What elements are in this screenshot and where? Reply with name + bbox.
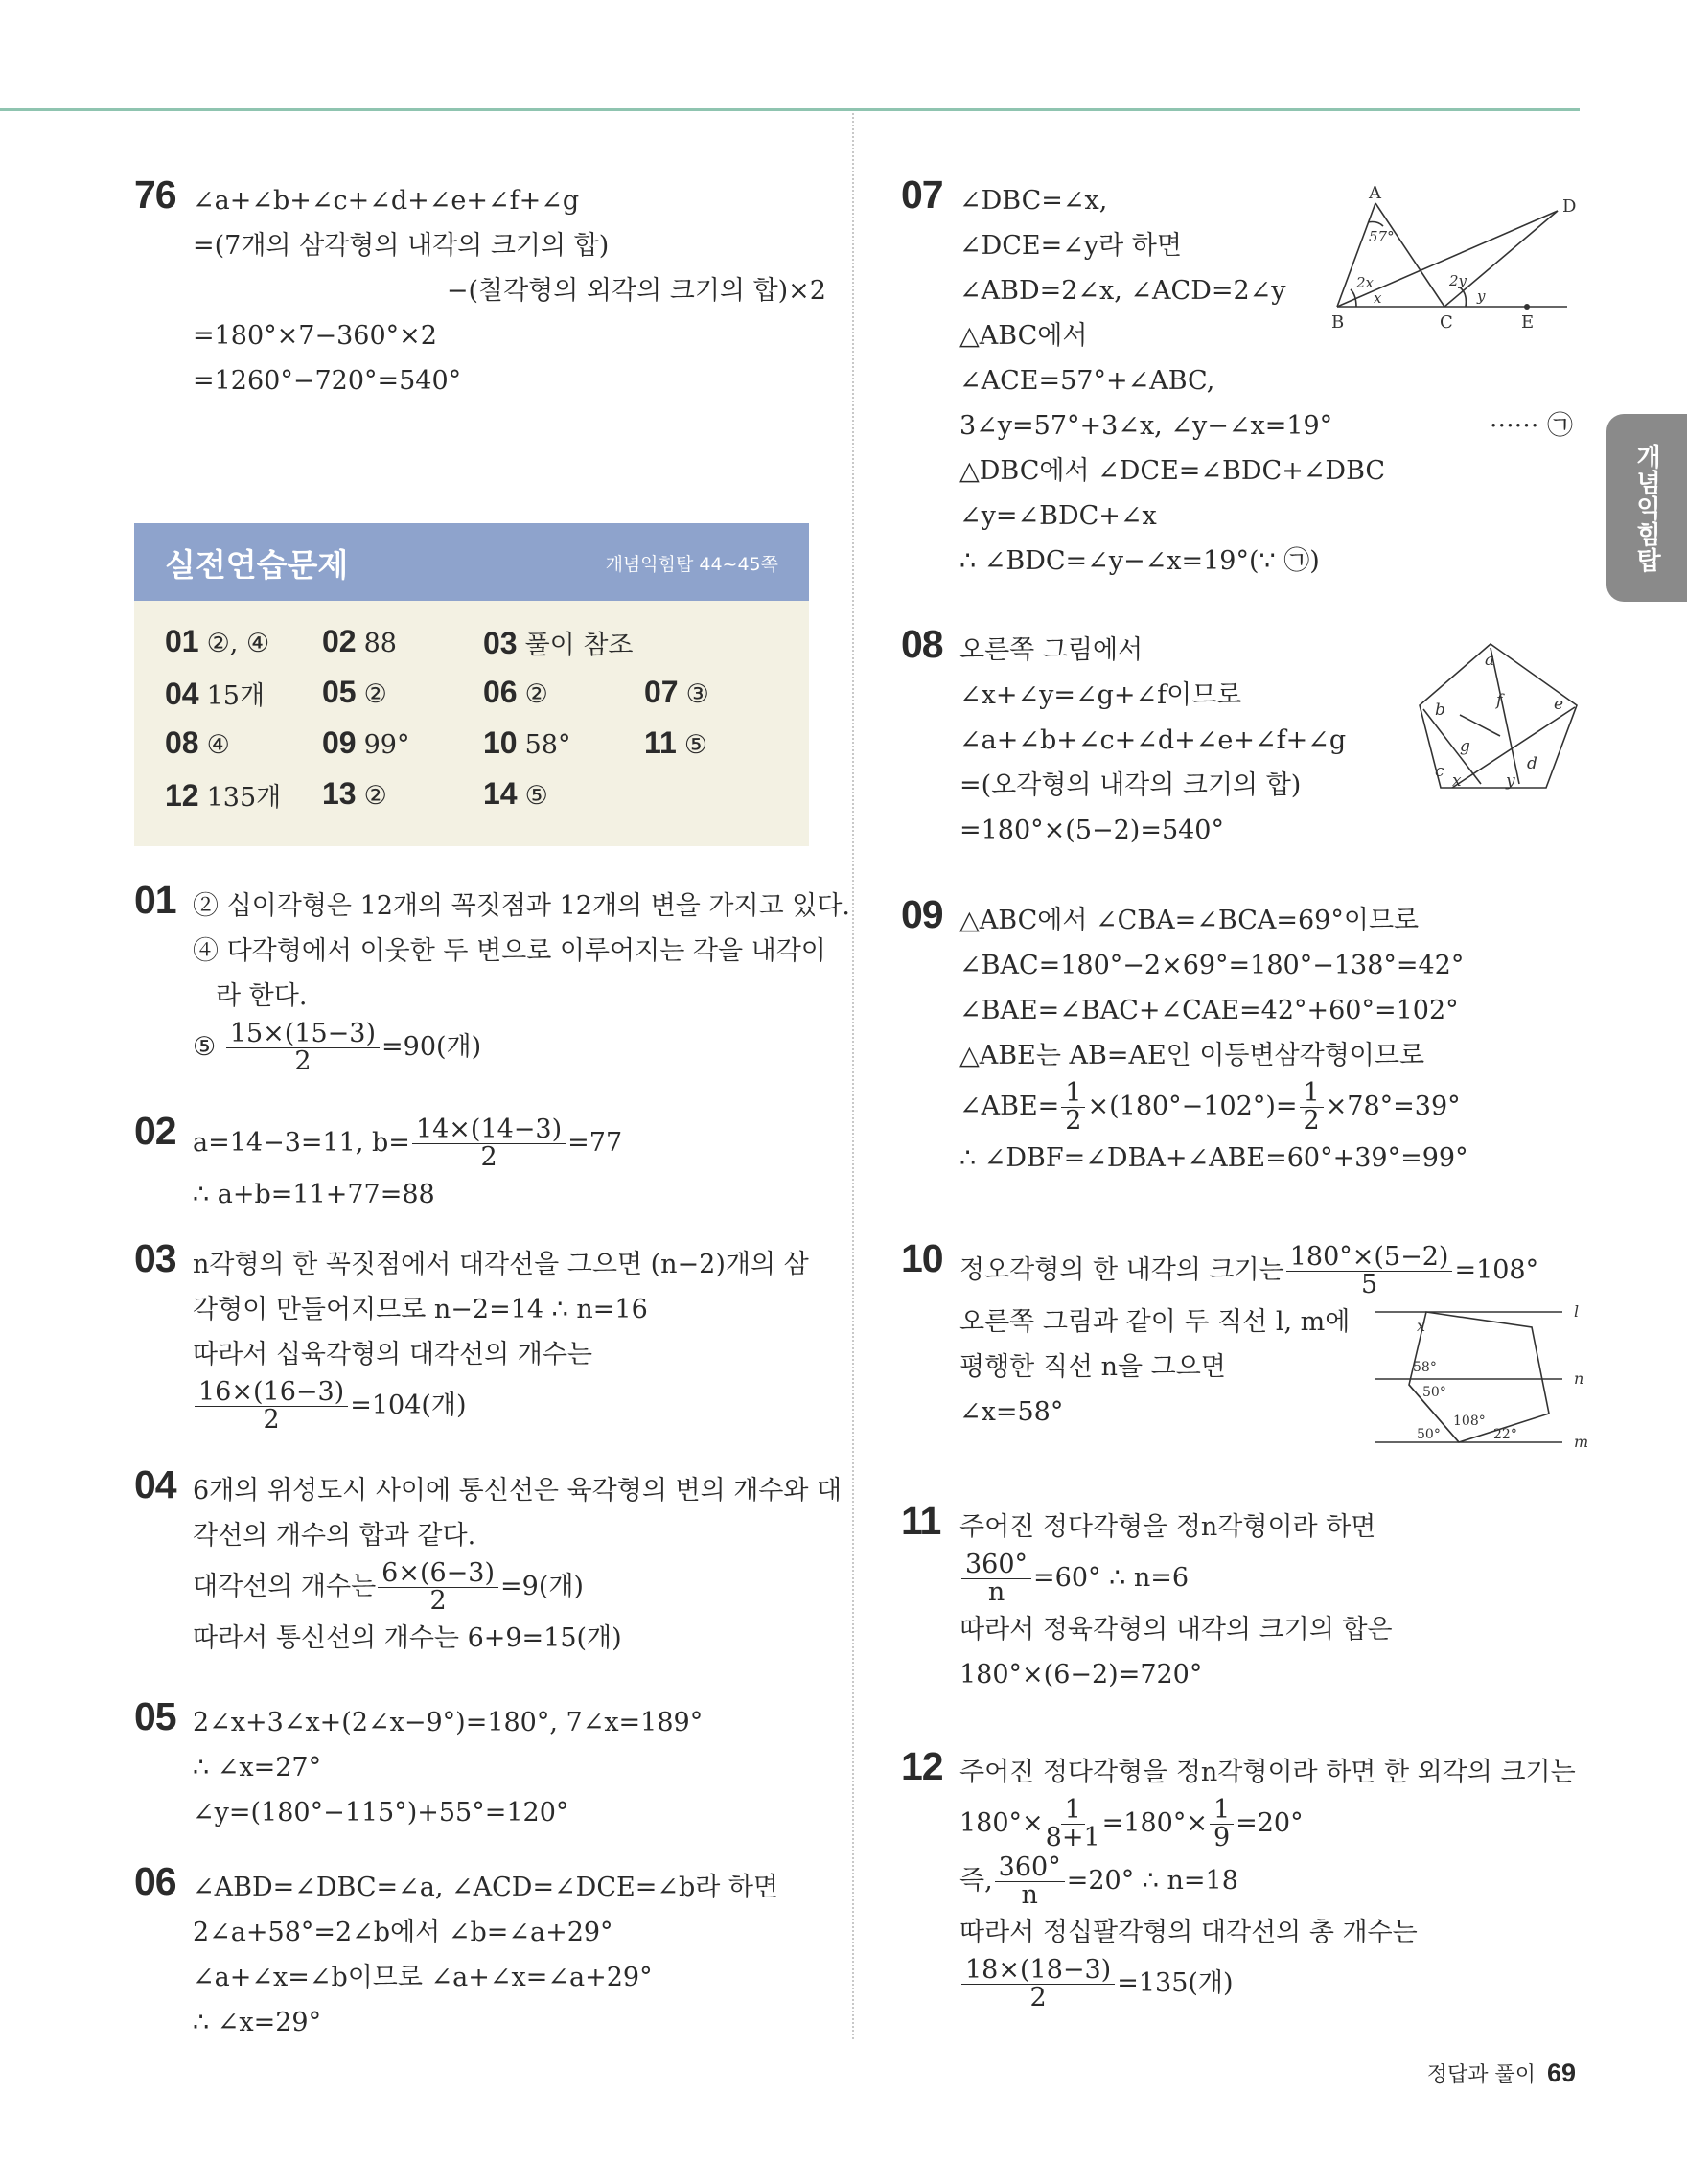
angle-y-label: y: [1477, 287, 1486, 305]
denominator: n: [987, 1577, 1005, 1607]
denominator: 2: [263, 1405, 280, 1435]
answer-number: 14: [483, 776, 518, 811]
solution-line: [959, 1550, 1393, 1607]
denominator: 2: [480, 1142, 497, 1172]
answer-number: 09: [322, 725, 357, 760]
solution-line: ∠x=58°: [959, 1397, 1064, 1427]
equation-rest: =108°: [1454, 1255, 1539, 1285]
solution-line: 따라서 십육각형의 대각선의 개수는: [193, 1340, 592, 1369]
solution-line: ∠a+∠x=∠b이므로 ∠a+∠x=∠a+29°: [193, 1963, 653, 1992]
equation-start: 정오각형의 한 내각의 크기는: [959, 1255, 1284, 1285]
answer-value: 풀이 참조: [524, 631, 634, 660]
answer-number: 07: [644, 675, 679, 709]
solution-line: [959, 403, 1573, 448]
solution-line: n각형의 한 꼭짓점에서 대각선을 그으면 (n−2)개의 삼: [193, 1250, 809, 1279]
denominator: 2: [294, 1046, 312, 1076]
numerator: 14×(14−3): [412, 1116, 566, 1144]
equation-middle: =180°×: [1101, 1808, 1208, 1838]
answer-number: 06: [483, 675, 518, 709]
solution-line: 따라서 정육각형의 내각의 크기의 합은: [959, 1615, 1393, 1644]
equation-rest: =9(개): [500, 1572, 584, 1601]
problem-number: 11: [901, 1499, 941, 1543]
angle-58-label: 58°: [1413, 1360, 1437, 1375]
solution-line: ∴ a+b=11+77=88: [193, 1180, 435, 1209]
problem-number: 04: [134, 1462, 176, 1506]
equation-rest: =77: [567, 1128, 623, 1158]
solution-line: ∠a+∠b+∠c+∠d+∠e+∠f+∠g: [959, 725, 1347, 755]
answer-item: [483, 675, 548, 710]
fraction: [226, 1021, 380, 1075]
vertex-label-e: E: [1521, 312, 1535, 333]
answer-item: [483, 725, 570, 761]
answer-item: [322, 725, 409, 761]
solution-line: ∠y=∠BDC+∠x: [959, 501, 1157, 531]
equation-rest: =104(개): [350, 1391, 467, 1420]
denominator: 5: [1361, 1270, 1378, 1299]
answer-number: 04: [165, 677, 199, 711]
denominator: 2: [1029, 1983, 1047, 2012]
angle-x-label: x: [1417, 1317, 1426, 1335]
solution-line: ∠ACE=57°+∠ABC,: [959, 366, 1215, 396]
solution-line: =1260°−720°=540°: [193, 366, 462, 396]
angle-x-label: x: [1452, 771, 1462, 791]
problem-number: 08: [901, 622, 943, 666]
equation-rest: =90(개): [381, 1032, 482, 1062]
numerator: 15×(15−3): [226, 1021, 380, 1048]
side-tab: [1606, 414, 1687, 602]
fraction: [378, 1560, 498, 1615]
answer-value: 99°: [363, 730, 410, 760]
solution-line: [193, 1558, 842, 1616]
solution-line: [959, 1795, 1576, 1852]
solution-line: △ABC에서 ∠CBA=∠BCA=69°이므로: [959, 906, 1420, 935]
angle-a-label: a: [1485, 651, 1495, 670]
answer-number: 13: [322, 776, 357, 811]
problem-number: 02: [134, 1109, 176, 1153]
angle-x-label: x: [1374, 289, 1382, 307]
answer-value: ②: [363, 679, 387, 709]
numerator: 6×(6−3): [378, 1560, 498, 1588]
angle-d-label: d: [1527, 754, 1537, 773]
choice-marker: ⑤: [193, 1032, 217, 1062]
answer-item: [483, 624, 634, 661]
numerator: 360°: [995, 1854, 1065, 1882]
answer-item: [322, 624, 397, 659]
page-number: 69: [1546, 2058, 1576, 2087]
answer-number: 11: [644, 725, 677, 760]
denominator: 8+1: [1045, 1823, 1100, 1852]
top-rule: [0, 108, 1580, 111]
solution-line: 각선의 개수의 합과 같다.: [193, 1521, 476, 1551]
equation-marker: ······ ㉠: [1489, 411, 1573, 441]
equation-start: 즉,: [959, 1866, 993, 1896]
equation-start: a=14−3=11, b=: [193, 1128, 410, 1158]
figure-10: [1371, 1299, 1591, 1452]
solution-line: ∠BAC=180°−2×69°=180°−138°=42°: [959, 951, 1465, 980]
fraction: [195, 1379, 348, 1434]
answer-item: [322, 776, 387, 812]
answer-box-header: [134, 523, 809, 601]
answer-item: [165, 675, 265, 712]
fraction: [412, 1116, 566, 1171]
equation-start: 180°×: [959, 1808, 1044, 1838]
solution-line: ∠a+∠b+∠c+∠d+∠e+∠f+∠g: [193, 186, 580, 216]
equation-start: 대각선의 개수는: [193, 1572, 377, 1601]
angle-c-label: c: [1435, 762, 1444, 781]
page-footer: [1427, 2058, 1576, 2088]
footer-label: 정답과 풀이: [1426, 2063, 1536, 2087]
equation-start: ∠ABE=: [959, 1092, 1060, 1121]
problem-number: 76: [134, 172, 176, 217]
solution-line: ∴ ∠x=27°: [193, 1753, 322, 1782]
numerator: 360°: [961, 1552, 1031, 1579]
numerator: 1: [1061, 1080, 1085, 1108]
equation: 3∠y=57°+3∠x, ∠y−∠x=19°: [959, 411, 1333, 441]
solution-line: [959, 1955, 1576, 2012]
solution-line: ④ 다각형에서 이웃한 두 변으로 이루어지는 각을 내각이: [193, 936, 826, 966]
solution-line: ∠y=(180°−115°)+55°=120°: [193, 1798, 569, 1828]
equation-rest: =20°: [1236, 1808, 1304, 1838]
column-divider: [852, 113, 854, 2039]
problem-number: 09: [901, 892, 943, 936]
answer-value: 58°: [524, 730, 571, 760]
answer-item: [165, 776, 281, 814]
answer-item: [644, 675, 709, 710]
denominator: 9: [1213, 1823, 1231, 1852]
fraction: [1046, 1797, 1100, 1851]
solution-line: 따라서 통신선의 개수는 6+9=15(개): [193, 1623, 622, 1653]
solution-line: 주어진 정다각형을 정n각형이라 하면: [959, 1512, 1376, 1542]
answer-item: [644, 725, 707, 761]
solution-line: 오른쪽 그림과 같이 두 직선 l, m에: [959, 1307, 1351, 1337]
solution-line: 6개의 위성도시 사이에 통신선은 육각형의 변의 개수와 대: [193, 1476, 843, 1506]
solution-line: ∠DBC=∠x,: [959, 186, 1108, 216]
answer-number: 10: [483, 725, 518, 760]
solution-line: [193, 1115, 622, 1172]
equation-middle: ×(180°−102°)=: [1087, 1092, 1298, 1121]
solution-line: =(7개의 삼각형의 내각의 크기의 합): [193, 231, 610, 261]
solution-line: ∠x+∠y=∠g+∠f이므로: [959, 680, 1242, 710]
answer-number: 01: [165, 624, 199, 658]
angle-50-bottom-label: 50°: [1417, 1427, 1441, 1442]
line-l-label: l: [1574, 1302, 1580, 1321]
numerator: 1: [1210, 1797, 1234, 1825]
solution-line: 따라서 정십팔각형의 대각선의 총 개수는: [959, 1918, 1418, 1947]
solution-line: ② 십이각형은 12개의 꼭짓점과 12개의 변을 가지고 있다.: [193, 891, 851, 921]
answer-value: ②, ④: [206, 629, 270, 658]
answer-value: ②: [524, 679, 548, 709]
solution-line: 주어진 정다각형을 정n각형이라 하면 한 외각의 크기는: [959, 1758, 1576, 1787]
angle-b-label: b: [1435, 701, 1445, 720]
equation-rest: ×78°=39°: [1325, 1092, 1461, 1121]
angle-f-label: f: [1496, 691, 1503, 710]
vertex-label-c: C: [1440, 312, 1453, 333]
numerator: 1: [1300, 1080, 1324, 1108]
angle-57-label: 57°: [1369, 228, 1395, 245]
solution-line: △ABC에서: [959, 321, 1088, 351]
numerator: 18×(18−3): [961, 1957, 1115, 1985]
solution-line: ∠ABD=2∠x, ∠ACD=2∠y: [959, 276, 1286, 306]
solution-line: 2∠a+58°=2∠b에서 ∠b=∠a+29°: [193, 1918, 613, 1947]
numerator: 180°×(5−2): [1286, 1244, 1453, 1272]
vertex-label-d: D: [1562, 196, 1577, 217]
fraction: [1061, 1080, 1085, 1135]
angle-2x-label: 2x: [1356, 274, 1375, 291]
solution-line: [959, 1852, 1576, 1910]
equation-rest: =20° ∴ n=18: [1066, 1866, 1238, 1896]
solution-line: ∠DCE=∠y라 하면: [959, 231, 1182, 261]
fraction: [961, 1552, 1031, 1606]
angle-108-label: 108°: [1453, 1414, 1486, 1429]
answer-grid: [134, 601, 809, 846]
equation-rest: =135(개): [1117, 1968, 1234, 1998]
side-tab-label: 개념익힘탑: [1631, 443, 1661, 573]
answer-value: ③: [685, 679, 709, 709]
solution-line: △ABE는 AB=AE인 이등변삼각형이므로: [959, 1041, 1425, 1070]
solution-line: [193, 1019, 850, 1076]
answer-number: 05: [322, 675, 357, 709]
solution-line: ∠BAE=∠BAC+∠CAE=42°+60°=102°: [959, 996, 1459, 1025]
equation-rest: =60° ∴ n=6: [1033, 1563, 1190, 1593]
solution-line: 오른쪽 그림에서: [959, 635, 1144, 665]
solution-line: [959, 1242, 1538, 1299]
numerator: 16×(16−3): [195, 1379, 348, 1407]
solution-line: =(오각형의 내각의 크기의 합): [959, 770, 1302, 800]
line-m-label: m: [1574, 1433, 1589, 1451]
numerator: 1: [1061, 1797, 1085, 1825]
answer-value: ⑤: [683, 730, 708, 760]
solution-line: ∴ ∠DBF=∠DBA+∠ABE=60°+39°=99°: [959, 1143, 1468, 1173]
fraction: [1210, 1797, 1234, 1851]
solution-line: ∠ABD=∠DBC=∠a, ∠ACD=∠DCE=∠b라 하면: [193, 1873, 779, 1902]
answer-value: 135개: [206, 783, 282, 813]
solution-line: −(칠각형의 외각의 크기의 합)×2: [446, 276, 826, 306]
problem-number: 07: [901, 172, 943, 217]
solution-line: [959, 1078, 1468, 1136]
denominator: 2: [429, 1586, 447, 1616]
answer-item: [165, 725, 230, 761]
angle-g-label: g: [1460, 737, 1470, 756]
solution-line: △DBC에서 ∠DCE=∠BDC+∠DBC: [959, 456, 1386, 486]
vertex-label-b: B: [1331, 312, 1345, 333]
denominator: 2: [1065, 1106, 1082, 1136]
answer-value: ⑤: [524, 781, 548, 811]
solution-line: =180°×(5−2)=540°: [959, 816, 1224, 845]
answer-summary-box: [134, 523, 809, 846]
figure-07: [1328, 182, 1586, 335]
angle-2y-label: 2y: [1449, 272, 1467, 289]
answer-value: 88: [363, 629, 397, 658]
line-n-label: n: [1574, 1369, 1584, 1388]
problem-number: 10: [901, 1236, 943, 1280]
answer-item: [165, 624, 269, 659]
solution-line: 평행한 직선 n을 그으면: [959, 1352, 1226, 1382]
answer-number: 12: [165, 778, 199, 813]
solution-line: 2∠x+3∠x+(2∠x−9°)=180°, 7∠x=189°: [193, 1708, 704, 1737]
answer-value: ④: [206, 730, 230, 760]
answer-number: 03: [483, 626, 518, 660]
problem-number: 05: [134, 1694, 176, 1738]
fraction: [995, 1854, 1065, 1909]
vertex-label-a: A: [1369, 183, 1381, 203]
solution-line: [193, 1377, 809, 1435]
solution-line: ∴ ∠x=29°: [193, 2008, 322, 2037]
answer-value: ②: [363, 781, 387, 811]
solution-line: 180°×(6−2)=720°: [959, 1660, 1203, 1690]
fraction: [1300, 1080, 1324, 1135]
angle-22-label: 22°: [1493, 1427, 1517, 1442]
answer-box-title: 실전연습문제: [165, 546, 349, 584]
answer-number: 02: [322, 624, 357, 658]
problem-number: 06: [134, 1859, 176, 1903]
answer-number: 08: [165, 725, 199, 760]
problem-number: 03: [134, 1236, 176, 1280]
problem-number: 01: [134, 878, 176, 922]
problem-number: 12: [901, 1744, 943, 1788]
angle-y-label: y: [1506, 771, 1515, 791]
solution-line: 각형이 만들어지므로 n−2=14 ∴ n=16: [193, 1295, 648, 1324]
denominator: 2: [1303, 1106, 1320, 1136]
figure-08: [1414, 640, 1586, 795]
fraction: [1286, 1244, 1453, 1299]
denominator: n: [1021, 1880, 1038, 1910]
answer-item: [322, 675, 387, 710]
answer-item: [483, 776, 548, 812]
answer-box-reference: 개념익힘탑 44~45쪽: [605, 554, 778, 575]
angle-e-label: e: [1554, 695, 1564, 714]
angle-50-label: 50°: [1422, 1385, 1446, 1400]
answer-value: 15개: [206, 681, 266, 711]
solution-line: 라 한다.: [216, 981, 308, 1011]
solution-line: =180°×7−360°×2: [193, 321, 437, 351]
fraction: [961, 1957, 1115, 2012]
solution-line: ∴ ∠BDC=∠y−∠x=19°(∵ ㉠): [959, 546, 1320, 576]
